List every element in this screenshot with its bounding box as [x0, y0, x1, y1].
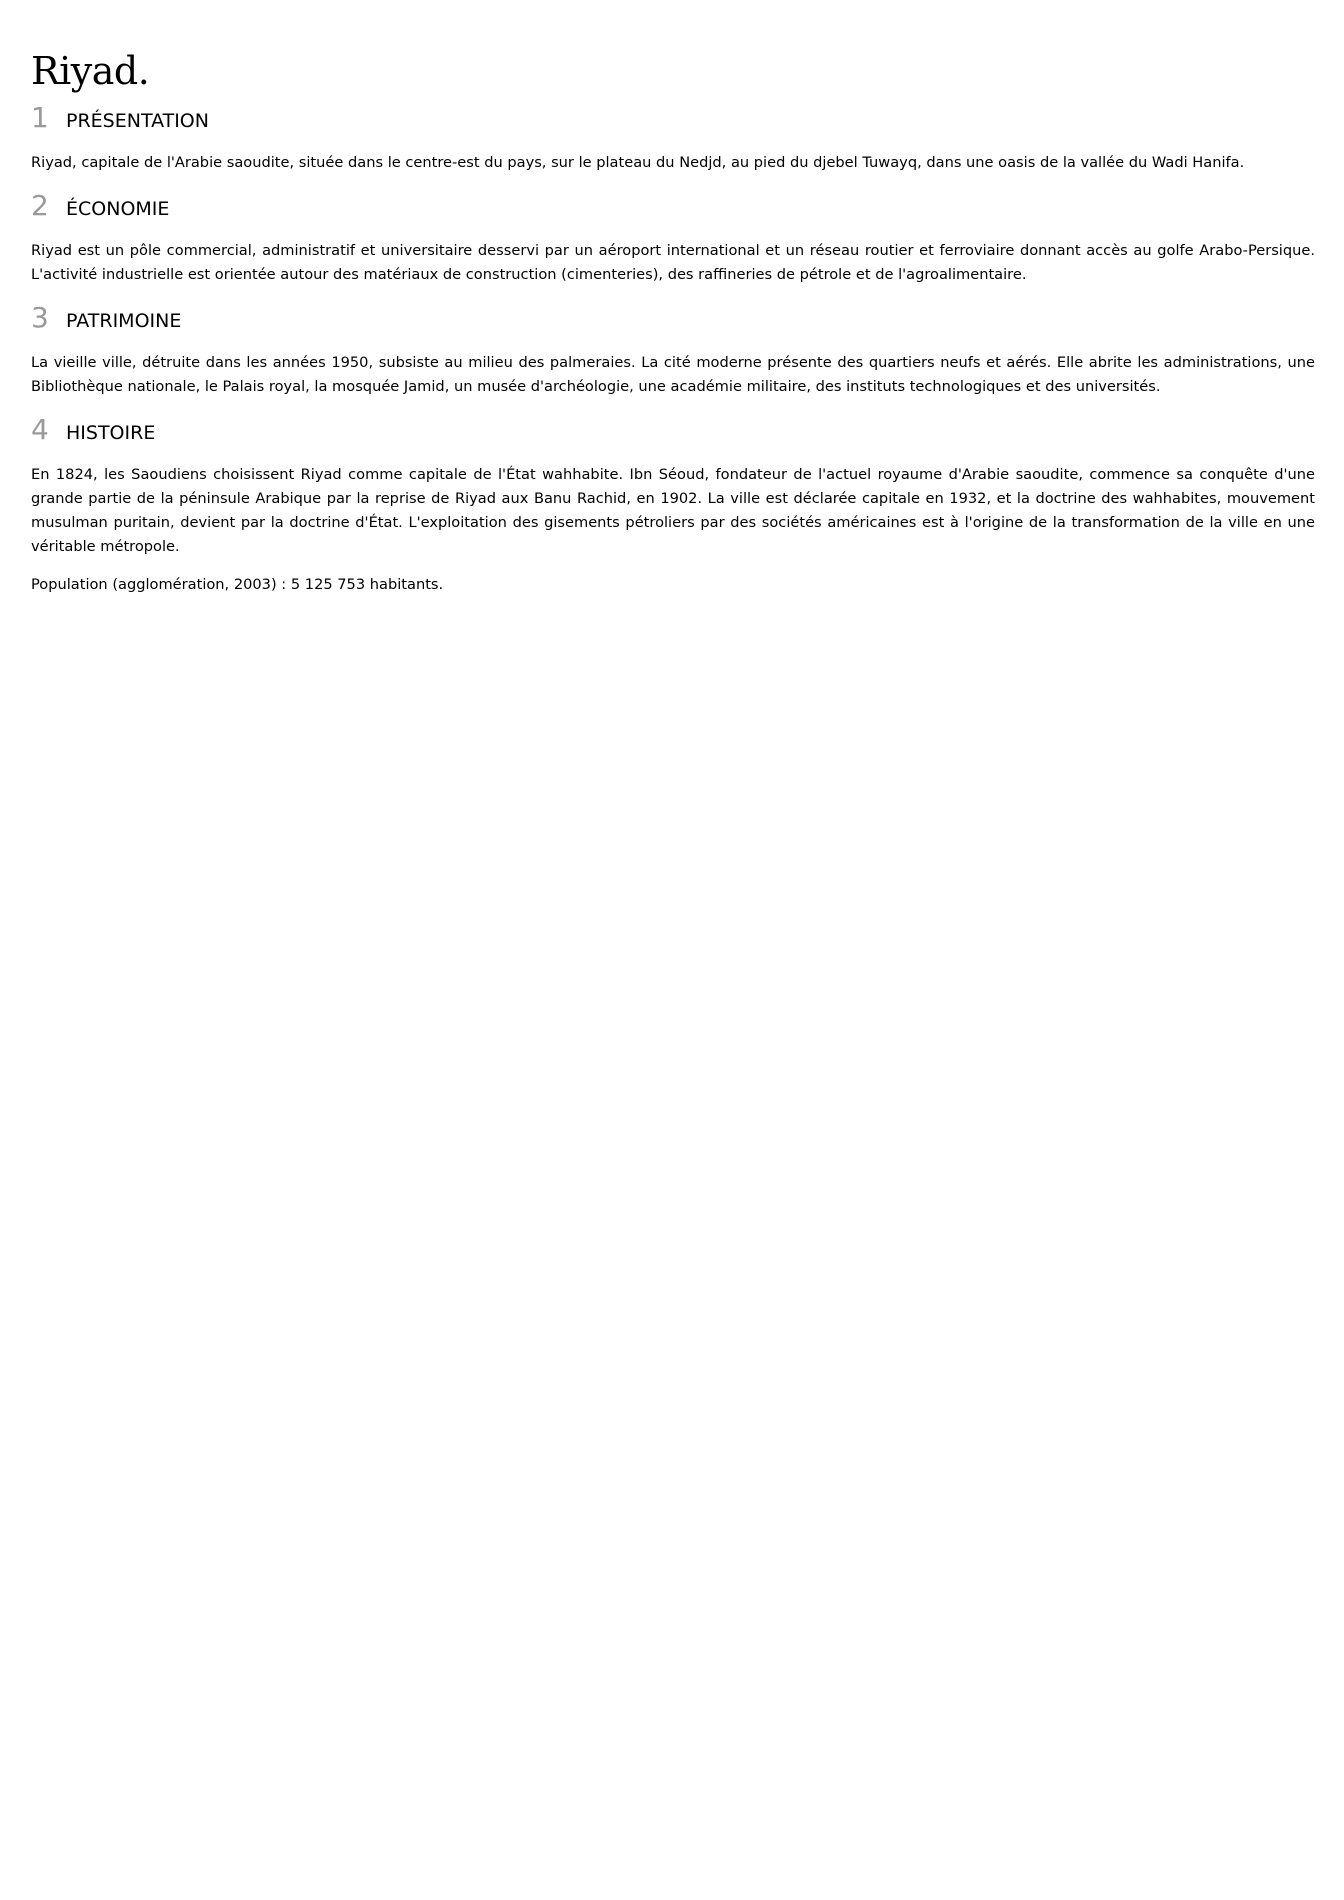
- population-paragraph: Population (agglomération, 2003) : 5 125 753 habitants.: [31, 576, 444, 593]
- section-header: [31, 413, 1315, 447]
- section-paragraph: Riyad est un pôle commercial, administratif et universitaire desservi par un aéroport international et un réseau routier et ferroviaire donnant accès au golfe Arabo-Persique. L'activité industrielle est orientée autour des matériaux de construction (cimenteries), des raffineries de pétrole et de l'agroalimentaire.: [31, 242, 1315, 283]
- section-header: [31, 189, 1315, 223]
- section-number: 2: [31, 189, 49, 222]
- section-presentation: [31, 101, 1315, 175]
- section-paragraph: La vieille ville, détruite dans les années 1950, subsiste au milieu des palmeraies. La cité moderne présente des quartiers neufs et aérés. Elle abrite les administrations, une Bibliothèque nationale, le Palais royal, la mosquée Jamid, un musée d'archéologie, une académie militaire, des instituts technologiques et des universités.: [31, 354, 1315, 395]
- page-title: Riyad.: [31, 49, 150, 93]
- section-paragraph: En 1824, les Saoudiens choisissent Riyad comme capitale de l'État wahhabite. Ibn Séoud, fondateur de l'actuel royaume d'Arabie saoudite, commence sa conquête d'une grande partie de la péninsule Arabique par la reprise de Riyad aux Banu Rachid, en 1902. La ville est déclarée capitale en 1932, et la doctrine des wahhabites, mouvement musulman puritain, devient par la doctrine d'État. L'exploitation des gisements pétroliers par des sociétés américaines est à l'origine de la transformation de la ville en une véritable métropole.: [31, 466, 1315, 555]
- section-heading: PATRIMOINE: [66, 310, 182, 332]
- section-patrimoine: [31, 301, 1315, 399]
- section-histoire: [31, 413, 1315, 597]
- section-economie: [31, 189, 1315, 287]
- section-heading: HISTOIRE: [66, 422, 156, 444]
- section-number: 3: [31, 301, 49, 334]
- section-number: 4: [31, 413, 49, 446]
- section-heading: ÉCONOMIE: [66, 198, 170, 220]
- section-paragraph: Riyad, capitale de l'Arabie saoudite, située dans le centre-est du pays, sur le plateau du Nedjd, au pied du djebel Tuwayq, dans une oasis de la vallée du Wadi Hanifa.: [31, 154, 1245, 171]
- section-number: 1: [31, 101, 49, 134]
- document-page: [31, 0, 1315, 597]
- section-heading: PRÉSENTATION: [66, 110, 209, 132]
- section-header: [31, 301, 1315, 335]
- section-header: [31, 101, 1315, 135]
